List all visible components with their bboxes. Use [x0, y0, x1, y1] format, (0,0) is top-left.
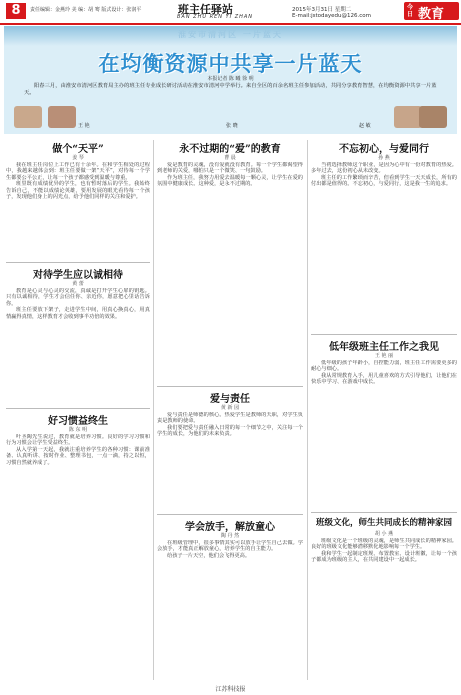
photo-caption: 王 艳 [78, 123, 90, 129]
photo-strip [14, 106, 447, 132]
section-pinyin: BAN ZHU REN YI ZHAN [177, 14, 254, 20]
section-title: 班主任驿站 [178, 3, 233, 16]
section-rule [6, 262, 150, 263]
paragraph: 我在班主任岗位上工作已有十余年。在和学生相处的过程中，我越来越体会到：班主任要做一架“天平”，对待每一个学生都要公平公正，让每一个孩子都感受到温暖与尊重。 [6, 162, 150, 181]
feature-intro: 阳春三月，由淮安市清河区教育局主办的班主任专业成长研讨活动在淮安市清河中学举行。来自全区的百余名班主任参加活动，共同分享教育智慧，在均衡资源中共享一片蓝天。 [24, 83, 437, 96]
article-body [311, 162, 457, 332]
article-byline: 王 艳 丽 [374, 353, 394, 359]
paragraph: 我们要把爱与责任融入日常的每一个细节之中，关注每一个学生的成长，为他们的未来负责。 [157, 424, 303, 438]
paragraph: 低年级的孩子年龄小，自控能力弱，班主任工作需要更多的耐心与细心。 [311, 360, 457, 373]
paragraph: 作为班主任，我努力用爱去温暖每一颗心灵，让学生在爱的氛围中健康成长。这种爱，是永不过期的。 [157, 174, 303, 188]
photo-caption: 张 晓 [226, 123, 238, 129]
paragraph: 班主任要放下架子，走进学生中间，用真心换真心，用真情赢得真情，这样教育才会收到事半功倍的效果。 [6, 307, 150, 320]
article-body [311, 538, 457, 676]
paragraph: 我和学生一起制定班规、布置教室、设计班徽，让每一个孩子都成为班级的主人，在共同建设中一起成长。 [311, 550, 457, 564]
section-rule [6, 408, 150, 409]
article-title: 班级文化，师生共同成长的精神家园 [315, 518, 452, 528]
paragraph: 爱是教育的灵魂，没有爱就没有教育。每一个学生都渴望得到老师的关爱，哪怕只是一个微笑、一句鼓励。 [157, 162, 303, 175]
issue-date: 2015年3月31日 星期二 [292, 7, 352, 13]
paragraph: 在班级管理中，很多事情其实可以放手让学生自己去做。学会放手，才能真正解放童心，培养学生的自主能力。 [157, 540, 303, 553]
page-number: 8 [6, 3, 26, 19]
article-title: 永不过期的“爱”的教育 [179, 144, 281, 155]
paragraph: 叶圣陶先生说过，教育就是培养习惯。良好的学习习惯和行为习惯会让学生受益终生。 [6, 434, 150, 447]
paragraph: 从入学第一天起，我就注重培养学生的各种习惯：课前准备、认真听讲、按时作业、整理书包，一点一滴，持之以恒，习惯自然就养成了。 [6, 446, 150, 466]
article-title: 做个“天平” [52, 144, 104, 155]
portrait-photo [394, 106, 422, 128]
paragraph: 班里既有成绩优异的学生，也有暂时落后的学生。我始终告诉自己，不能以成绩论英雄，要用发展的眼光看待每一个孩子，发现他们身上的闪光点，给予他们同样的关注和爱护。 [6, 181, 150, 201]
article-byline: 曹 晨 [224, 155, 236, 161]
section-rule [157, 514, 303, 515]
column-divider [307, 140, 308, 680]
article-body [6, 288, 150, 406]
logo-big-text: 教育 [418, 7, 445, 22]
feature-banner [4, 26, 457, 134]
paragraph: 班主任的工作繁琐而辛苦，但看到学生一天天成长，所有的付出都是值得的。不忘初心，与爱同行，这是我一生的追求。 [311, 174, 457, 188]
paragraph: 教育是心灵与心灵的交流，真诚是打开学生心扉的钥匙。只有以诚相待，学生才会信任你、亲近你，愿意把心里话告诉你。 [6, 288, 150, 307]
article-body [157, 540, 303, 676]
portrait-photo [419, 106, 447, 128]
article-body [157, 412, 303, 512]
feature-byline: 本报记者 陈 曦 徐 明 [207, 76, 254, 82]
article-title: 学会放手，解放童心 [185, 522, 275, 533]
paragraph: 我从常规教育入手，用儿童喜欢的方式引导他们，让他们在快乐中学习、在游戏中成长。 [311, 372, 457, 386]
article-title: 爱与责任 [210, 394, 250, 405]
article-byline: 孙 燕 [378, 155, 390, 161]
article-body [311, 360, 457, 510]
article-title: 对待学生应以诚相待 [33, 270, 123, 281]
paragraph: 当初选择教师这个职业，是因为心中有一份对教育的热爱。多年过去，这份初心从未改变。 [311, 162, 457, 175]
column-divider [153, 140, 154, 680]
header-rule [0, 23, 461, 25]
feature-headline: 在均衡资源中共享一片蓝天 [98, 51, 363, 76]
banner-bg-text: 淮安市清河区 一片蓝天 [178, 30, 283, 39]
article-byline: 陈 东 明 [68, 427, 88, 433]
article-byline: 姜 琴 [72, 155, 84, 161]
portrait-photo [48, 106, 76, 128]
paper-logo [404, 2, 459, 20]
editor-credits: 责任编辑：金燕玲 美 编：胡 骞 版式设计：张润平 [30, 7, 142, 13]
contact-email: E-mail:jstodayedu@126.com [292, 13, 371, 19]
article-title: 不忘初心，与爱同行 [339, 144, 429, 155]
photo-caption: 赵 敏 [359, 123, 371, 129]
article-byline: 陶 丹 然 [220, 533, 240, 539]
article-body [6, 162, 150, 260]
portrait-photo [14, 106, 42, 128]
article-byline: 黄 新 园 [220, 405, 240, 411]
article-title: 好习惯益终生 [48, 416, 108, 427]
paragraph: 给孩子一片天空，他们会飞得更高。 [167, 552, 251, 559]
article-byline: 黄 蕾 [72, 281, 84, 287]
page-footer: 江苏科技报 [215, 686, 246, 693]
article-body [157, 162, 303, 384]
logo-small-text: 今日 [407, 4, 414, 18]
paragraph: 爱与责任是师德的核心。热爱学生是教师的天职，对学生负责是教师的使命。 [157, 412, 303, 425]
page-header [0, 0, 461, 22]
section-rule [311, 512, 457, 513]
paragraph: 班级文化是一个班级的灵魂，是师生共同成长的精神家园。良好的班级文化能够潜移默化地影响每一个学生。 [311, 538, 457, 551]
article-body [6, 434, 150, 674]
section-rule [311, 334, 457, 335]
article-byline: 胡 小 燕 [374, 531, 394, 537]
article-title: 低年级班主任工作之我见 [329, 342, 439, 353]
section-rule [157, 386, 303, 387]
